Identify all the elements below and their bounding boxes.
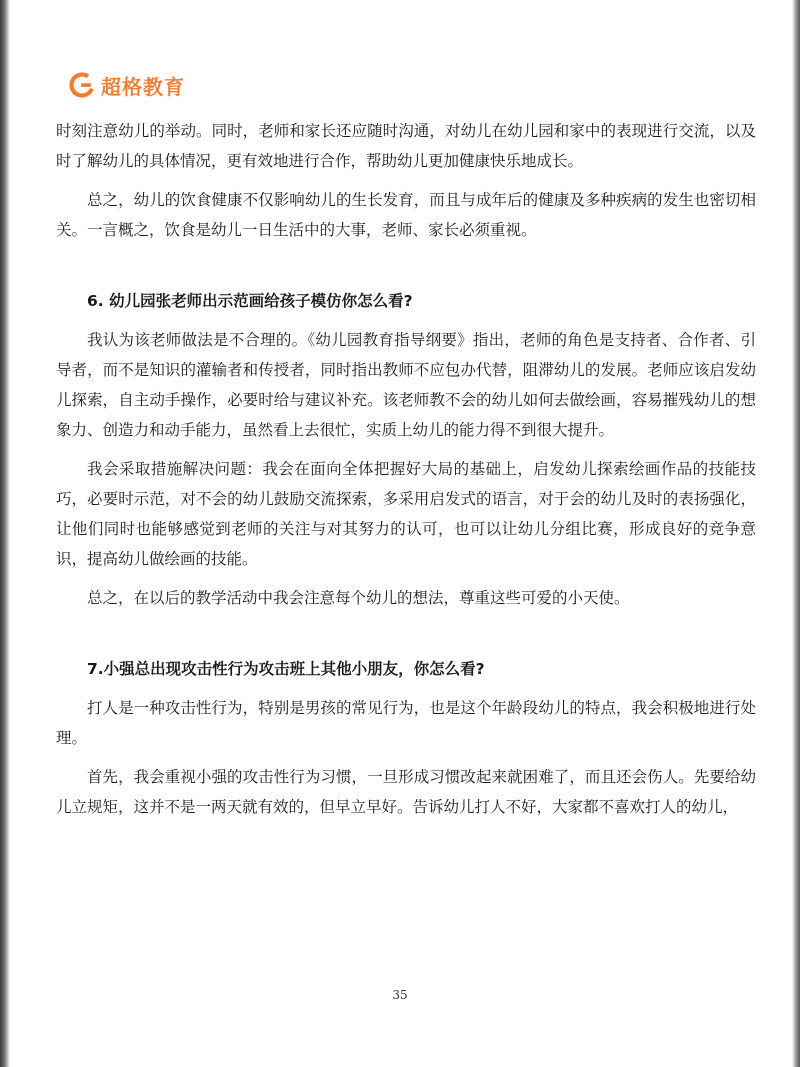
paragraph-answer-6-opinion: 我认为该老师做法是不合理的。《幼儿园教育指导纲要》指出，老师的角色是支持者、合作者、引导者，而不是知识的灌输者和传授者，同时指出教师不应包办代替，阻滞幼儿的发展。老师应该启发幼儿探索，自主动手操作，必要时给与建议补充。该老师教不会的幼儿如何去做绘画，容易摧残幼儿的想象力、创造力和动手能力，虽然看上去很忙，实质上幼儿的能力得不到很大提升。 bbox=[56, 331, 756, 439]
paragraph-continued: 时刻注意幼儿的举动。同时，老师和家长还应随时沟通，对幼儿在幼儿园和家中的表现进行交流，以及时了解幼儿的具体情况，更有效地进行合作，帮助幼儿更加健康快乐地成长。 bbox=[56, 122, 756, 170]
brand-logo bbox=[68, 70, 185, 100]
paragraph-answer-7-intro: 打人是一种攻击性行为，特别是男孩的常见行为，也是这个年龄段幼儿的特点，我会积极地进行处理。 bbox=[56, 699, 756, 747]
page-number: 35 bbox=[392, 988, 408, 1002]
paragraph-answer-7-first: 首先，我会重视小强的攻击性行为习惯，一旦形成习惯改起来就困难了，而且还会伤人。先要给幼儿立规矩，这并不是一两天就有效的，但早立早好。告诉幼儿打人不好，大家都不喜欢打人的幼儿， bbox=[56, 768, 756, 816]
paragraph-answer-6-measures: 我会采取措施解决问题：我会在面向全体把握好大局的基础上，启发幼儿探索绘画作品的技能技巧，必要时示范，对不会的幼儿鼓励交流探索，多采用启发式的语言，对于会的幼儿及时的表扬强化，让他们同时也能够感觉到老师的关注与对其努力的认可，也可以让幼儿分组比赛，形成良好的竞争意识，提高幼儿做绘画的技能。 bbox=[56, 460, 756, 568]
page-right-edge-shadow bbox=[792, 0, 800, 1067]
page-left-edge-shadow bbox=[0, 0, 10, 1067]
paragraph-answer-6-summary: 总之，在以后的教学活动中我会注意每个幼儿的想法，尊重这些可爱的小天使。 bbox=[87, 589, 630, 607]
document-body bbox=[56, 116, 756, 822]
brand-logo-text: 超格教育 bbox=[101, 74, 185, 99]
question-heading-6: 6. 幼儿园张老师出示范画给孩子模仿你怎么看? bbox=[87, 292, 413, 310]
brand-logo-icon bbox=[68, 71, 96, 99]
paragraph-diet-summary: 总之，幼儿的饮食健康不仅影响幼儿的生长发育，而且与成年后的健康及多种疾病的发生也密切相关。一言概之，饮食是幼儿一日生活中的大事，老师、家长必须重视。 bbox=[56, 191, 756, 239]
question-heading-7: 7.小强总出现攻击性行为攻击班上其他小朋友，你怎么看? bbox=[87, 660, 485, 678]
